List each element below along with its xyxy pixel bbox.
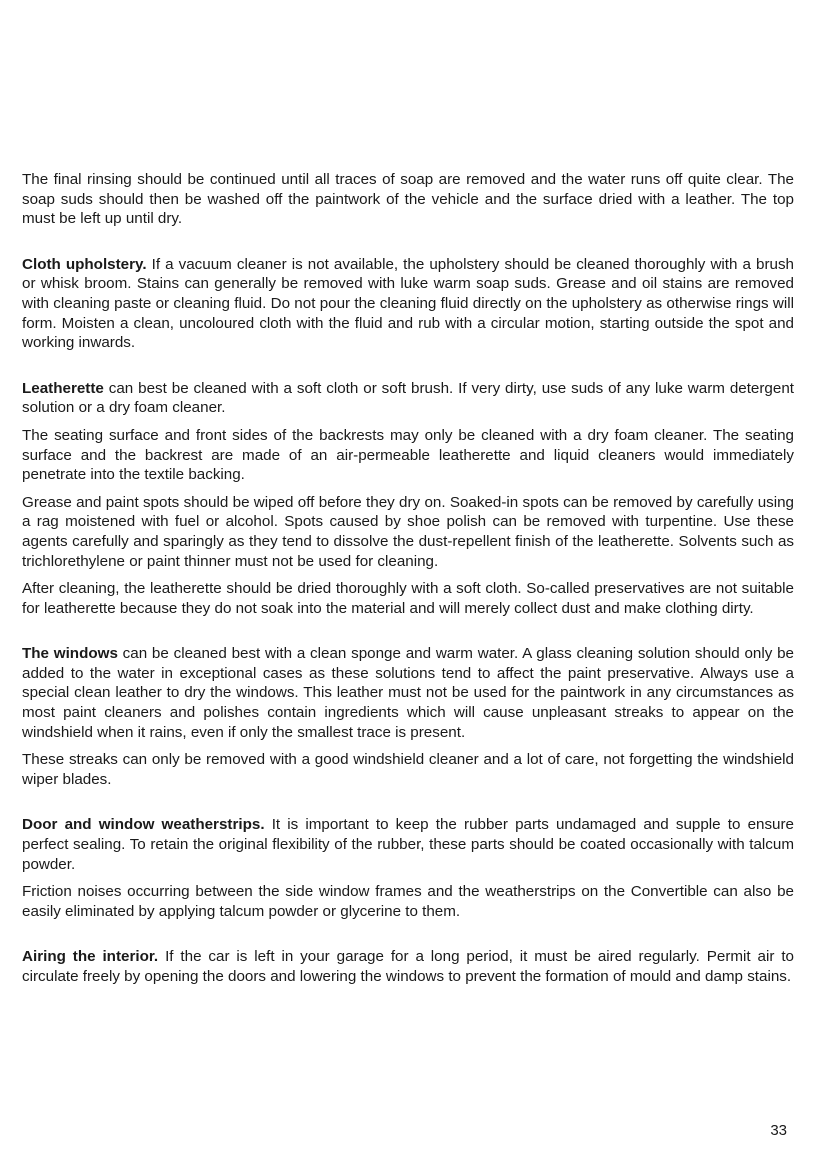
after-cleaning-paragraph: After cleaning, the leatherette should be dried thoroughly with a soft cloth. So-called preservatives are not suitable for leatherette because they do not soak into the material and will merely collect dust and make clothing dirty. — [22, 580, 794, 617]
cloth-upholstery-heading: Cloth upholstery. — [22, 255, 147, 273]
cloth-upholstery-text: If a vacuum cleaner is not available, the upholstery should be cleaned thoroughly with a brush or whisk broom. Stains can generally be removed with luke warm soap suds. Grease and oil stains are removed with cleaning paste or cleaning fluid. Do not pour the cleaning fluid directly on the upholstery as otherwise rings will form. Moisten a clean, uncoloured cloth with the fluid and rub with a circular motion, starting outside the spot and working inwards. — [22, 255, 795, 352]
windows-heading: The windows — [22, 645, 118, 663]
airing-text: If the car is left in your garage for a long period, it must be aired regularly. Permit air to circulate freely by opening the doors and lowering the windows to prevent the formation of mould and damp stains. — [22, 948, 794, 985]
leatherette-paragraph — [22, 379, 794, 418]
leatherette-text: can best be cleaned with a soft cloth or soft brush. If very dirty, use suds of any luke warm detergent solution or a dry foam cleaner. — [22, 379, 794, 417]
cloth-upholstery-paragraph — [22, 255, 794, 353]
page-number: 33 — [770, 1122, 787, 1139]
windows-text: can be cleaned best with a clean sponge and warm water. A glass cleaning solution should only be added to the water in exceptional cases as these solutions tend to affect the paint preservative. Always use a special clean leather to dry the windows. This leather must not be used for the paintwork in any circumstances as most paint cleaners and polishes contain ingredients which will cause unpleasant streaks to appear on the windshield when it rains, even if only the smallest trace is present. — [22, 645, 794, 741]
weatherstrips-paragraph — [22, 815, 794, 874]
rinsing-paragraph: The final rinsing should be continued until all traces of soap are removed and the water runs off quite clear. The soap suds should then be washed off the paintwork of the vehicle and the surface dried with a leather. The top must be left up until dry. — [22, 171, 794, 228]
leatherette-heading: Leatherette — [22, 379, 104, 397]
windows-paragraph — [22, 644, 794, 742]
seating-surface-paragraph: The seating surface and front sides of the backrests may only be cleaned with a dry foam cleaner. The seating surface and the backrest are made of an air-permeable leatherette and liquid cleaners would immediately penetrate into the textile backing. — [22, 426, 794, 484]
friction-noises-paragraph: Friction noises occurring between the side window frames and the weatherstrips on the Convertible can also be easily eliminated by applying talcum powder or glycerine to them. — [22, 883, 794, 920]
weatherstrips-text: It is important to keep the rubber parts undamaged and supple to ensure perfect sealing. To retain the original flexibility of the rubber, these parts should be coated occasionally with talcum powder. — [22, 816, 795, 873]
weatherstrips-heading: Door and window weatherstrips. — [22, 816, 265, 834]
document-body — [22, 170, 794, 987]
airing-paragraph — [22, 947, 794, 986]
grease-spots-paragraph: Grease and paint spots should be wiped off before they dry on. Soaked-in spots can be removed by carefully using a rag moistened with fuel or alcohol. Spots caused by shoe polish can be removed with turpentine. Use these agents carefully and sparingly as they tend to dissolve the dust-repellent finish of the leatherette. Solvents such as trichlorethylene or paint thinner must not be used for cleaning. — [22, 493, 794, 570]
airing-heading: Airing the interior. — [22, 948, 159, 966]
streaks-paragraph: These streaks can only be removed with a good windshield cleaner and a lot of care, not forgetting the windshield wiper blades. — [22, 751, 794, 788]
